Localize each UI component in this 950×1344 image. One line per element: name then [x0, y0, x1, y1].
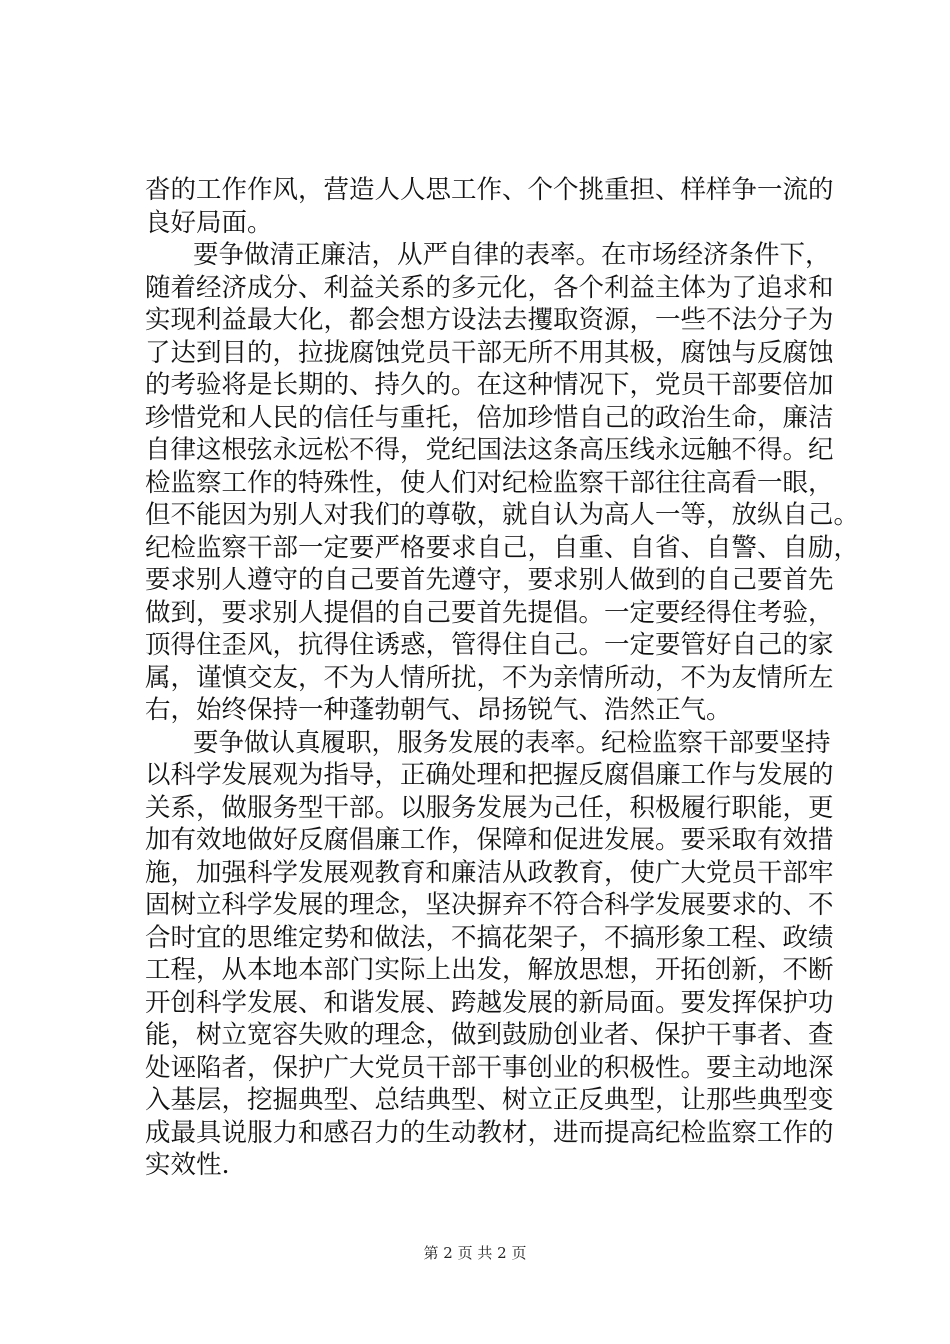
text-line: 检监察工作的特殊性，使人们对纪检监察干部往往高看一眼，: [145, 467, 834, 498]
text-line: 良好局面。: [145, 207, 273, 238]
text-line: 纪检监察干部一定要严格要求自己，自重、自省、自警、自励，: [145, 532, 860, 563]
text-line: 合时宜的思维定势和做法，不搞花架子，不搞形象工程、政绩: [145, 922, 834, 953]
text-line: 固树立科学发展的理念，坚决摒弃不符合科学发展要求的、不: [145, 890, 834, 920]
text-line: 关系，做服务型干部。以服务发展为己任，积极履行职能，更: [145, 792, 834, 823]
text-line: 了达到目的，拉拢腐蚀党员干部无所不用其极，腐蚀与反腐蚀: [145, 337, 834, 368]
paragraph: [145, 239, 860, 727]
text-line: 入基层，挖掘典型、总结典型、树立正反典型，让那些典型变: [145, 1085, 834, 1115]
text-line: 做到，要求别人提倡的自己要首先提倡。一定要经得住考验，: [145, 597, 834, 628]
text-line: 实现利益最大化，都会想方设法去攫取资源，一些不法分子为: [145, 305, 834, 335]
text-line: 加有效地做好反腐倡廉工作，保障和促进发展。要采取有效措: [145, 825, 834, 855]
text-line: 要求别人遵守的自己要首先遵守，要求别人做到的自己要首先: [145, 565, 834, 595]
text-line: 的考验将是长期的、持久的。在这种情况下，党员干部要倍加: [145, 370, 834, 400]
text-line: 成最具说服力和感召力的生动教材，进而提高纪检监察工作的: [145, 1117, 834, 1148]
page-footer: 第 2 页 共 2 页: [423, 1244, 527, 1262]
text-line: 实效性.: [145, 1150, 230, 1180]
text-line: 右，始终保持一种蓬勃朝气、昂扬锐气、浩然正气。: [145, 695, 732, 725]
text-line: 属，谨慎交友，不为人情所扰，不为亲情所动，不为友情所左: [145, 662, 834, 693]
text-line: 要争做清正廉洁，从严自律的表率。在市场经济条件下，: [193, 240, 831, 270]
text-line: 开创科学发展、和谐发展、跨越发展的新局面。要发挥保护功: [145, 987, 834, 1018]
text-line: 随着经济成分、利益关系的多元化，各个利益主体为了追求和: [145, 272, 834, 303]
text-line: 珍惜党和人民的信任与重托，倍加珍惜自己的政治生命，廉洁: [145, 402, 834, 433]
text-line: 自律这根弦永远松不得，党纪国法这条高压线永远触不得。纪: [145, 435, 834, 465]
text-line: 处诬陷者，保护广大党员干部干事创业的积极性。要主动地深: [145, 1052, 834, 1083]
paragraph: [145, 174, 834, 239]
text-line: 沓的工作作风，营造人人思工作、个个挑重担、样样争一流的: [145, 175, 834, 205]
text-line: 要争做认真履职，服务发展的表率。纪检监察干部要坚持: [193, 727, 831, 758]
text-line: 顶得住歪风，抗得住诱惑，管得住自己。一定要管好自己的家: [145, 630, 834, 660]
text-line: 施，加强科学发展观教育和廉洁从政教育，使广大党员干部牢: [145, 857, 834, 888]
text-line: 以科学发展观为指导，正确处理和把握反腐倡廉工作与发展的: [145, 760, 834, 790]
paragraph: [145, 727, 834, 1182]
text-line: 但不能因为别人对我们的尊敬，就自认为高人一等，放纵自己。: [145, 500, 860, 530]
document-body: [145, 174, 860, 1182]
text-line: 能，树立宽容失败的理念，做到鼓励创业者、保护干事者、查: [145, 1020, 834, 1050]
text-line: 工程，从本地本部门实际上出发，解放思想，开拓创新，不断: [145, 955, 834, 985]
